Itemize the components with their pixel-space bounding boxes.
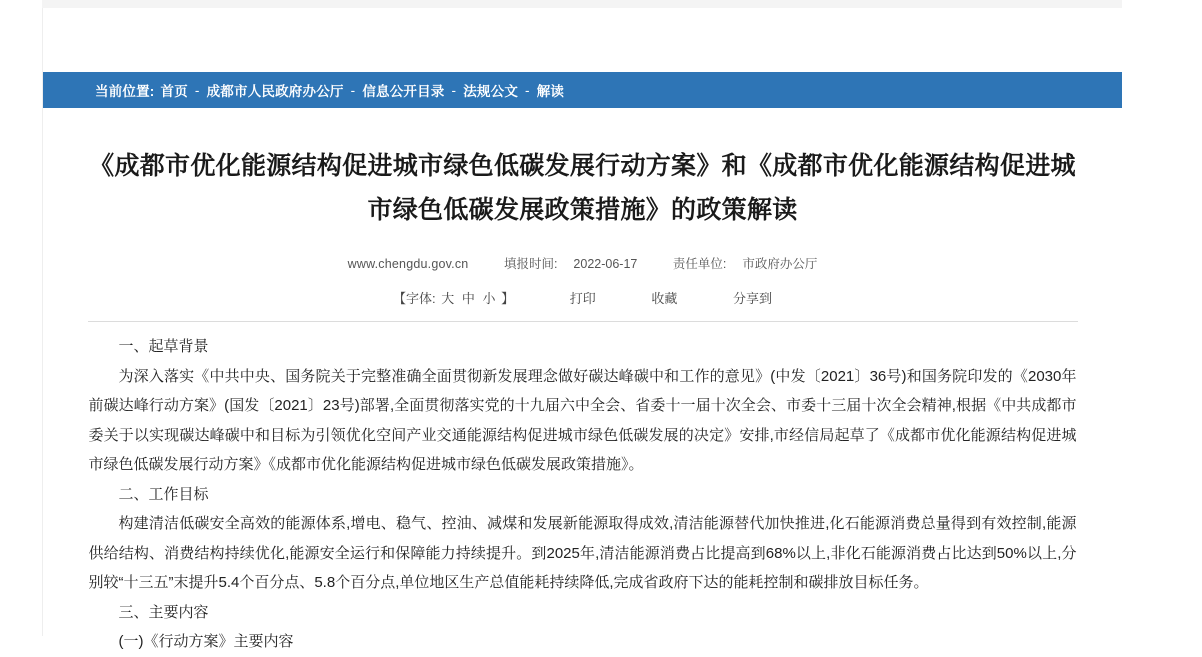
font-size-label: 【字体:: [392, 291, 436, 306]
meta-dept-value: 市政府办公厅: [742, 257, 818, 271]
breadcrumb-separator: -: [350, 82, 356, 98]
article-meta: [43, 254, 1122, 272]
article-container: [43, 108, 1122, 650]
content-divider: [88, 321, 1078, 322]
paragraph: 构建清洁低碳安全高效的能源体系,增电、稳气、控油、减煤和发展新能源取得成效,清洁能源替代加快推进,化石能源消费总量得到有效控制,能源供给结构、消费结构持续优化,能源安全运行和保障能力持续提升。到2025年,清洁能源消费占比提高到68%以上,非化石能源消费占比达到50%以上,分别较“十三五”末提升5.4个百分点、5.8个百分点,单位地区生产总值能耗持续降低,完成省政府下达的能耗控制和碳排放目标任务。: [88, 515, 1077, 591]
breadcrumb-separator: -: [525, 82, 530, 98]
page-top-strip: [42, 0, 1122, 8]
article-body: [89, 332, 1077, 657]
share-control: [733, 288, 772, 307]
breadcrumb-label: 当前位置:: [95, 84, 155, 99]
print-control: [570, 288, 596, 307]
section-heading: 三、主要内容: [118, 603, 209, 621]
paragraph: 为深入落实《中共中央、国务院关于完整准确全面贯彻新发展理念做好碳达峰碳中和工作的意见》(中发〔2021〕36号)和国务院印发的《2030年前碳达峰行动方案》(国发〔2021〕23号)部署,全面贯彻落实党的十九届六中全会、省委十一届十次全会、市委十三届十次全会精神,根据《中共成都市委关于以实现碳达峰碳中和目标为引领优化空间产业交通能源结构促进城市绿色低碳发展的决定》安排,市经信局起草了《成都市优化能源结构促进城市绿色低碳发展行动方案》《成都市优化能源结构促进城市绿色低碳发展政策措施》。: [88, 367, 1077, 473]
breadcrumb-item-documents[interactable]: 法规公文: [463, 84, 519, 99]
meta-dept-label: 责任单位:: [672, 257, 727, 271]
breadcrumb-item-office[interactable]: 成都市人民政府办公厅: [206, 84, 344, 99]
collect-button[interactable]: 收藏: [651, 291, 678, 306]
font-size-small[interactable]: 小: [482, 291, 496, 306]
share-button[interactable]: 分享到: [733, 291, 773, 306]
font-size-control: [393, 288, 514, 307]
section-heading: 一、起草背景: [118, 338, 209, 355]
font-size-large[interactable]: 大: [441, 291, 455, 306]
font-size-close-bracket: 】: [501, 291, 515, 306]
meta-site: www.chengdu.gov.cn: [347, 257, 469, 271]
article-toolbar: [43, 288, 1122, 307]
print-button[interactable]: 打印: [569, 291, 596, 306]
breadcrumb-separator: -: [194, 82, 200, 98]
collect-control: [651, 288, 677, 307]
meta-date-value: 2022-06-17: [573, 257, 638, 271]
breadcrumb-item-home[interactable]: 首页: [160, 84, 188, 99]
breadcrumb-separator: -: [451, 82, 457, 98]
font-size-medium[interactable]: 中: [461, 291, 475, 306]
breadcrumb: [43, 72, 1122, 108]
page-gutter-left: [0, 0, 43, 636]
subsection-heading: (一)《行动方案》主要内容: [118, 633, 294, 650]
breadcrumb-item-interpretation[interactable]: 解读: [536, 84, 565, 99]
meta-date-label: 填报时间:: [503, 257, 558, 271]
breadcrumb-inner: [43, 80, 564, 100]
section-heading: 二、工作目标: [118, 485, 209, 503]
breadcrumb-item-disclosure[interactable]: 信息公开目录: [362, 84, 445, 99]
page-gutter-right: [1122, 0, 1202, 636]
page-title: 《成都市优化能源结构促进城市绿色低碳发展行动方案》和《成都市优化能源结构促进城市绿色低碳发展政策措施》的政策解读: [89, 152, 1076, 224]
